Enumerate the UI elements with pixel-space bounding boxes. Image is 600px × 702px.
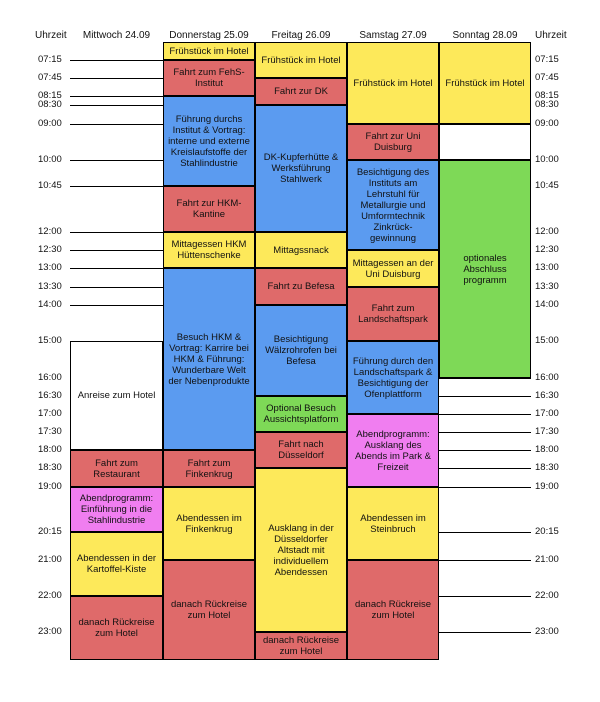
event-block: [70, 487, 163, 532]
time-label-left: 22:00: [38, 590, 62, 601]
event-block: [439, 42, 531, 124]
event-block: [255, 396, 347, 432]
event-label: danach Rückreise zum Hotel: [170, 599, 248, 621]
time-label-right: 10:00: [535, 154, 559, 165]
event-block: [347, 124, 439, 160]
event-block: [163, 186, 255, 232]
event-label: Abendprogramm: Ausklang des Abends im Park & Freizeit: [354, 428, 432, 473]
time-label-right: 08:30: [535, 99, 559, 110]
event-label: Abendessen im Finkenkrug: [176, 512, 242, 535]
event-block: [255, 432, 347, 468]
time-label-left: 16:00: [38, 372, 62, 383]
time-label-left: 15:00: [38, 335, 62, 346]
event-block: [255, 78, 347, 105]
event-block: [255, 632, 347, 660]
event-block: [163, 96, 255, 186]
time-label-right: 07:15: [535, 54, 559, 65]
day-header: Samstag 27.09: [359, 30, 427, 41]
event-label: Abendprogramm: Einführung in die Stahlindustrie: [79, 493, 154, 526]
time-label-left: 07:15: [38, 54, 62, 65]
event-block: [255, 42, 347, 78]
event-block: [163, 232, 255, 268]
time-label-right: 19:00: [535, 481, 559, 492]
event-block: [347, 560, 439, 660]
event-block: [347, 250, 439, 287]
time-label-left: 12:30: [38, 244, 62, 255]
event-label: Abendessen im Steinbruch: [360, 512, 426, 535]
event-block: [347, 160, 439, 250]
time-label-left: 08:15: [38, 90, 62, 101]
time-header-right: Uhrzeit: [535, 30, 567, 41]
event-label: Frühstück im Hotel: [261, 54, 341, 66]
event-label: Optional Besuch Aussichtsplatform: [263, 403, 339, 425]
event-block: [347, 414, 439, 487]
event-block: [70, 450, 163, 487]
time-label-left: 18:30: [38, 462, 62, 473]
day-header: Donnerstag 25.09: [169, 30, 249, 41]
event-block: [255, 268, 347, 305]
time-label-right: 20:15: [535, 526, 559, 537]
event-block: [70, 341, 163, 450]
time-label-right: 22:00: [535, 590, 559, 601]
time-header-left: Uhrzeit: [35, 30, 67, 41]
event-block: [163, 268, 255, 450]
time-label-left: 17:30: [38, 426, 62, 437]
event-block: [347, 341, 439, 414]
event-block: [70, 532, 163, 596]
event-label: Ausklang in der Düsseldorfer Altstadt mit individuellem Abendessen: [268, 522, 334, 578]
time-label-right: 09:00: [535, 118, 559, 129]
event-block: [163, 450, 255, 487]
event-label: Führung durch den Landschaftspark & Besichtigung der Ofenplattform: [352, 355, 434, 400]
event-label: Frühstück im Hotel: [169, 45, 249, 57]
event-label: DK-Kupferhütte & Werksführung Stahlwerk: [263, 152, 339, 185]
event-label: Besuch HKM & Vortrag: Karrire bei HKM & Führung: Wunderbare Welt der Nebenprodukte: [168, 331, 250, 387]
time-label-right: 13:00: [535, 262, 559, 273]
event-label: danach Rückreise zum Hotel: [78, 617, 155, 639]
event-label: Fahrt zu Befesa: [267, 281, 335, 292]
event-block: [255, 232, 347, 268]
event-label: Fahrt zum Landschaftspark: [358, 303, 428, 325]
time-label-left: 21:00: [38, 554, 62, 565]
time-label-right: 23:00: [535, 626, 559, 637]
event-block: [255, 305, 347, 396]
event-label: Fahrt zur HKM-Kantine: [176, 198, 242, 220]
time-label-right: 18:00: [535, 444, 559, 455]
time-label-left: 10:00: [38, 154, 62, 165]
event-block: [347, 487, 439, 560]
time-label-right: 18:30: [535, 462, 559, 473]
event-label: Fahrt nach Düsseldorf: [278, 439, 324, 461]
event-label: optionales Abschluss programm: [463, 252, 507, 286]
day-header: Sonntag 28.09: [452, 30, 518, 41]
time-label-right: 13:30: [535, 281, 559, 292]
event-label: Fahrt zum Restaurant: [93, 457, 140, 480]
time-label-right: 12:00: [535, 226, 559, 237]
event-label: Mittagessen HKM Hüttenschenke: [171, 239, 247, 261]
event-block: [439, 124, 531, 160]
event-block: [255, 468, 347, 632]
time-label-right: 17:30: [535, 426, 559, 437]
time-label-left: 17:00: [38, 408, 62, 419]
event-label: Fahrt zur Uni Duisburg: [365, 131, 421, 153]
event-label: danach Rückreise zum Hotel: [262, 635, 340, 657]
event-label: Fahrt zum Finkenkrug: [185, 457, 233, 480]
event-block: [163, 560, 255, 660]
time-label-left: 12:00: [38, 226, 62, 237]
time-label-left: 19:00: [38, 481, 62, 492]
day-header: Mittwoch 24.09: [82, 30, 151, 41]
event-label: Frühstück im Hotel: [445, 77, 525, 89]
time-label-left: 10:45: [38, 180, 62, 191]
event-block: [70, 596, 163, 660]
time-label-left: 23:00: [38, 626, 62, 637]
event-block: [163, 42, 255, 60]
event-label: Besichtigung Wälzrohrofen bei Befesa: [265, 334, 337, 367]
event-block: [163, 487, 255, 560]
time-label-left: 20:15: [38, 526, 62, 537]
event-label: danach Rückreise zum Hotel: [354, 599, 432, 621]
time-label-left: 13:00: [38, 262, 62, 273]
time-label-left: 18:00: [38, 444, 62, 455]
time-label-left: 13:30: [38, 281, 62, 292]
event-label: Fahrt zum FehS-Institut: [173, 67, 245, 89]
time-label-right: 12:30: [535, 244, 559, 255]
event-block: [255, 105, 347, 232]
event-label: Fahrt zur DK: [274, 86, 328, 97]
event-label: Abendessen in der Kartoffel-Kiste: [76, 553, 157, 575]
time-label-right: 10:45: [535, 180, 559, 191]
event-label: Führung durchs Institut & Vortrag: interne und externe Kreislaufstoffe der Stahlindustrie: [168, 113, 250, 169]
time-label-left: 09:00: [38, 118, 62, 129]
time-label-right: 17:00: [535, 408, 559, 419]
time-label-right: 16:30: [535, 390, 559, 401]
event-block: [163, 60, 255, 96]
time-label-right: 08:15: [535, 90, 559, 101]
event-label: Mittagssnack: [273, 244, 329, 256]
event-block: [439, 160, 531, 378]
event-label: Mittagessen an der Uni Duisburg: [352, 257, 434, 280]
event-block: [347, 42, 439, 124]
time-label-right: 15:00: [535, 335, 559, 346]
time-label-left: 08:30: [38, 99, 62, 110]
event-block: [347, 287, 439, 341]
time-label-left: 16:30: [38, 390, 62, 401]
event-label: Anreise zum Hotel: [77, 390, 156, 401]
time-label-right: 21:00: [535, 554, 559, 565]
time-label-right: 14:00: [535, 299, 559, 310]
day-header: Freitag 26.09: [271, 30, 331, 41]
time-label-right: 07:45: [535, 72, 559, 83]
time-label-left: 14:00: [38, 299, 62, 310]
event-label: Frühstück im Hotel: [353, 77, 433, 89]
time-label-right: 16:00: [535, 372, 559, 383]
time-label-left: 07:45: [38, 72, 62, 83]
event-label: Besichtigung des Instituts am Lehrstuhl für Metallurgie und Umformtechnik Zinkrück-gewinnung: [356, 166, 430, 244]
